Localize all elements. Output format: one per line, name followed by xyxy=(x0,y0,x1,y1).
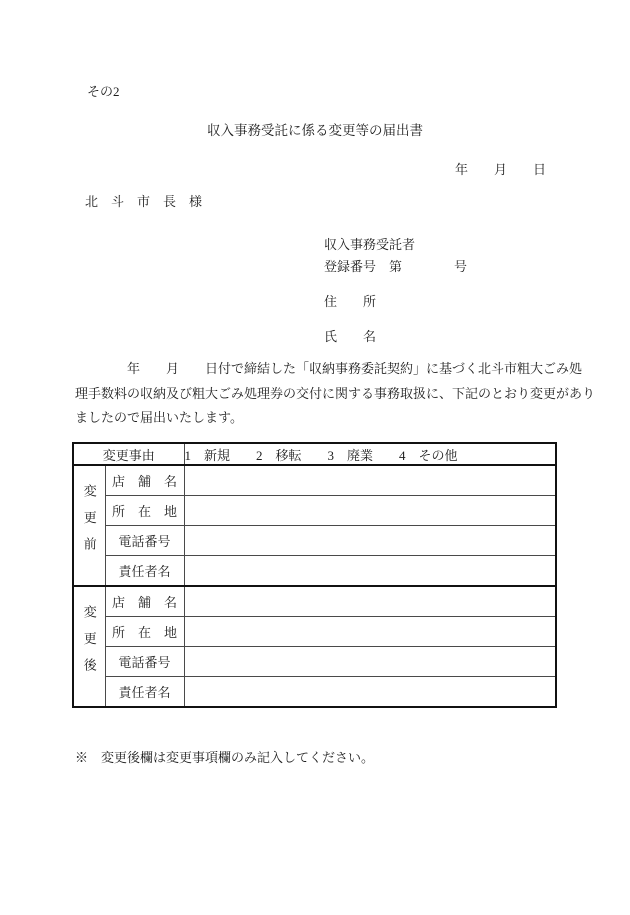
paragraph-line: 年 月 日付で締結した「収納事務委託契約」に基づく北斗市粗大ごみ処 xyxy=(75,361,583,376)
shop-name-label: 店 舗 名 xyxy=(105,586,184,617)
table-row xyxy=(73,677,556,708)
addressee: 北 斗 市 長 様 xyxy=(85,194,203,209)
shop-name-field xyxy=(184,586,556,617)
table-row xyxy=(73,465,556,496)
sender-role-label: 収入事務受託者 xyxy=(324,237,416,252)
paragraph-line: 理手数料の収納及び粗大ごみ処理券の交付に関する事務取扱に、下記のとおり変更があり xyxy=(75,385,596,401)
phone-number-field xyxy=(184,526,556,556)
form-number: その2 xyxy=(87,84,120,99)
location-field xyxy=(184,617,556,647)
table-row xyxy=(73,617,556,647)
table-row xyxy=(73,526,556,556)
shop-name-label: 店 舗 名 xyxy=(105,465,184,496)
change-table xyxy=(72,442,557,708)
location-label: 所 在 地 xyxy=(105,617,184,647)
after-change-section xyxy=(73,586,556,707)
paragraph-line: ましたので届出いたします。 xyxy=(75,410,243,425)
change-reason-header: 変更事由 xyxy=(73,443,184,465)
before-change-side-label xyxy=(73,465,105,586)
location-label: 所 在 地 xyxy=(105,496,184,526)
shop-name-field xyxy=(184,465,556,496)
sender-name-label: 氏 名 xyxy=(324,329,377,344)
table-row xyxy=(73,586,556,617)
change-reason-options: 1 新規 2 移転 3 廃業 4 その他 xyxy=(184,443,556,465)
manager-name-label: 責任者名 xyxy=(105,677,184,708)
after-change-side-label xyxy=(73,586,105,707)
document-title: 収入事務受託に係る変更等の届出書 xyxy=(207,123,423,138)
table-row xyxy=(73,556,556,587)
manager-name-field xyxy=(184,677,556,708)
phone-number-field xyxy=(184,647,556,677)
table-header-row xyxy=(73,443,556,465)
table-row xyxy=(73,496,556,526)
phone-number-label: 電話番号 xyxy=(105,526,184,556)
sender-address-label: 住 所 xyxy=(324,294,377,309)
manager-name-field xyxy=(184,556,556,587)
before-change-side-label-text: 変更前 xyxy=(81,483,97,564)
after-change-side-label-text: 変更後 xyxy=(81,604,97,685)
table-row xyxy=(73,647,556,677)
before-change-section xyxy=(73,465,556,586)
footnote: ※ 変更後欄は変更事項欄のみ記入してください。 xyxy=(75,750,375,765)
manager-name-label: 責任者名 xyxy=(105,556,184,587)
location-field xyxy=(184,496,556,526)
phone-number-label: 電話番号 xyxy=(105,647,184,677)
body-paragraph xyxy=(75,357,595,431)
date-line: 年 月 日 xyxy=(454,162,546,177)
registration-number-line: 登録番号 第 号 xyxy=(324,259,468,274)
